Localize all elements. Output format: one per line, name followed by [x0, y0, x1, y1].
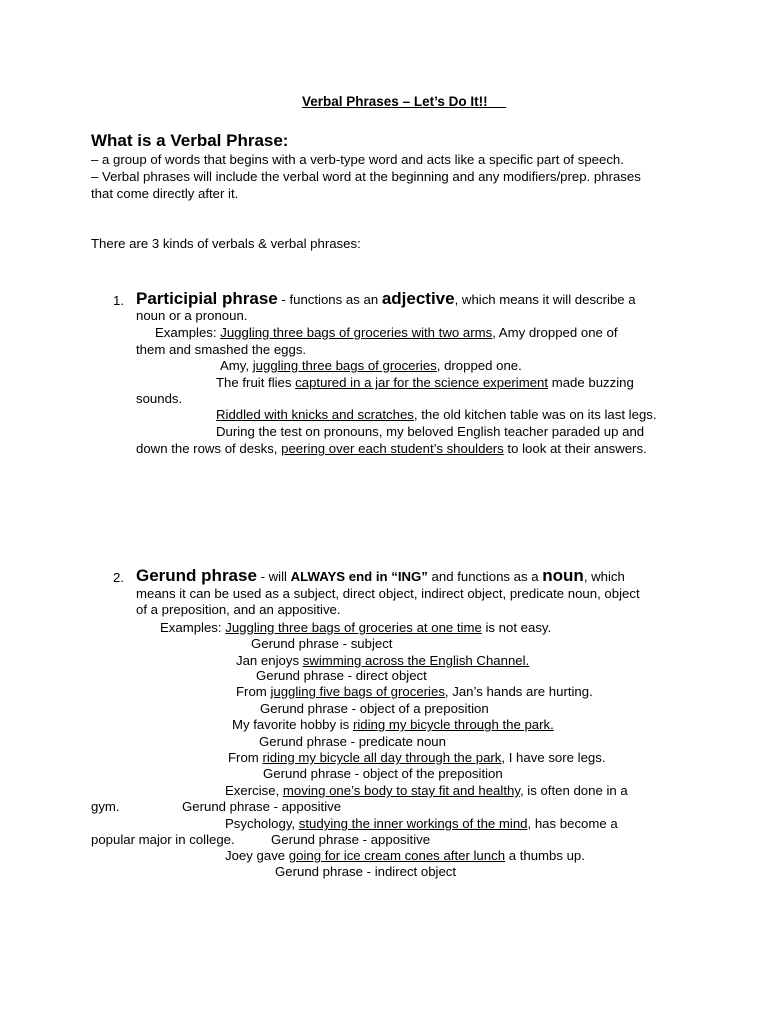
list-number-1: 1.: [113, 293, 124, 308]
definition-line-1: – a group of words that begins with a verb-type word and acts like a specific part of speech.: [91, 152, 624, 167]
page-title: Verbal Phrases – Let’s Do It!!: [302, 94, 507, 109]
definition-line-2: – Verbal phrases will include the verbal word at the beginning and any modifiers/prep. phrases: [91, 169, 641, 184]
gerund-label-5: Gerund phrase - object of the preposition: [263, 766, 503, 781]
gerund-example-8: Joey gave going for ice cream cones after lunch a thumbs up.: [225, 848, 585, 863]
gerund-definition: Gerund phrase - will ALWAYS end in “ING” and functions as a noun, which: [136, 566, 625, 585]
gerund-role: noun: [542, 566, 584, 585]
participial-example-2: Amy, juggling three bags of groceries, dropped one.: [220, 358, 522, 373]
participial-example-5: During the test on pronouns, my beloved English teacher paraded up and: [216, 424, 645, 439]
gerund-term: Gerund phrase: [136, 566, 257, 585]
gerund-label-1: Gerund phrase - subject: [251, 636, 393, 651]
gerund-label-7: Gerund phrase - appositive: [271, 832, 431, 847]
kinds-intro: There are 3 kinds of verbals & verbal phrases:: [91, 236, 361, 251]
participial-example-1: Examples: Juggling three bags of groceries with two arms, Amy dropped one of: [155, 325, 618, 340]
gerund-example-7: Psychology, studying the inner workings of the mind, has become a: [225, 816, 618, 831]
participial-term: Participial phrase: [136, 289, 278, 308]
participial-definition: Participial phrase - functions as an adjective, which means it will describe a: [136, 289, 636, 308]
document-page: Verbal Phrases – Let’s Do It!! What is a Verbal Phrase: – a group of words that begins with a verb-type word and acts like a specific part of speech. – Verbal phrases will include the verbal word at the beginning and any modifiers/prep. phrases that come directly after it. There are 3 kinds of verbals & verbal phrases: 1. Participial phrase - functions as an adjective, which means it will describe a noun or a pronoun. Examples: Juggling three bags of groceries with two arms, Amy dropped one of them and smashed the eggs. Amy, juggling three bags of groceries, dropped one. The fruit flies captured in a jar for the science experiment made buzzing sounds. Riddled with knicks and scratches, the old kitchen table was on its last legs. During the test on pronouns, my beloved English teacher paraded up and down the rows of desks, peering over each student’s shoulders to look at their answers. 2. Gerund phrase - will ALWAYS end in “ING” and functions as a noun, which means it can be used as a subject, direct object, indirect object, predicate noun, object of a preposition, and an appositive. Examples: Juggling three bags of groceries at one time is not easy. Gerund phrase - subject Jan enjoys swimming across the English Channel. Gerund phrase - direct object From juggling five bags of groceries, Jan’s hands are hurting. Gerund phrase - object of a preposition My favorite hobby is riding my bicycle through the park. Gerund phrase - predicate noun From riding my bicycle all day through the park, I have sore legs. Gerund phrase - object of the preposition Exercise, moving one’s body to stay fit and healthy, is often done in a gym. Gerund phrase - appositive Psychology, studying the inner workings of the mind, has become a popular major in college. Gerund phrase - appositive Joey gave going for ice cream cones after lunch a thumbs up. Gerund phrase - indirect object: [91, 94, 657, 879]
gerund-label-2: Gerund phrase - direct object: [256, 668, 427, 683]
list-number-2: 2.: [113, 570, 124, 585]
gerund-label-3: Gerund phrase - object of a preposition: [260, 701, 489, 716]
gerund-label-8: Gerund phrase - indirect object: [275, 864, 457, 879]
participial-example-3: The fruit flies captured in a jar for the science experiment made buzzing: [216, 375, 634, 390]
gerund-example-4: My favorite hobby is riding my bicycle through the park.: [232, 717, 554, 732]
gerund-example-5: From riding my bicycle all day through the park, I have sore legs.: [228, 750, 606, 765]
gerund-label-4: Gerund phrase - predicate noun: [259, 734, 446, 749]
gerund-example-1: Examples: Juggling three bags of groceries at one time is not easy.: [160, 620, 552, 635]
participial-example-4: Riddled with knicks and scratches, the old kitchen table was on its last legs.: [216, 407, 657, 422]
participial-role: adjective: [381, 289, 455, 308]
definition-line-3: that come directly after it.: [91, 186, 239, 201]
section-heading: What is a Verbal Phrase:: [91, 131, 289, 150]
gerund-label-6: Gerund phrase - appositive: [182, 799, 342, 814]
gerund-example-6: Exercise, moving one’s body to stay fit and healthy, is often done in a: [225, 783, 628, 798]
gerund-example-3: From juggling five bags of groceries, Jan’s hands are hurting.: [236, 684, 593, 699]
gerund-example-2: Jan enjoys swimming across the English Channel.: [236, 653, 530, 668]
